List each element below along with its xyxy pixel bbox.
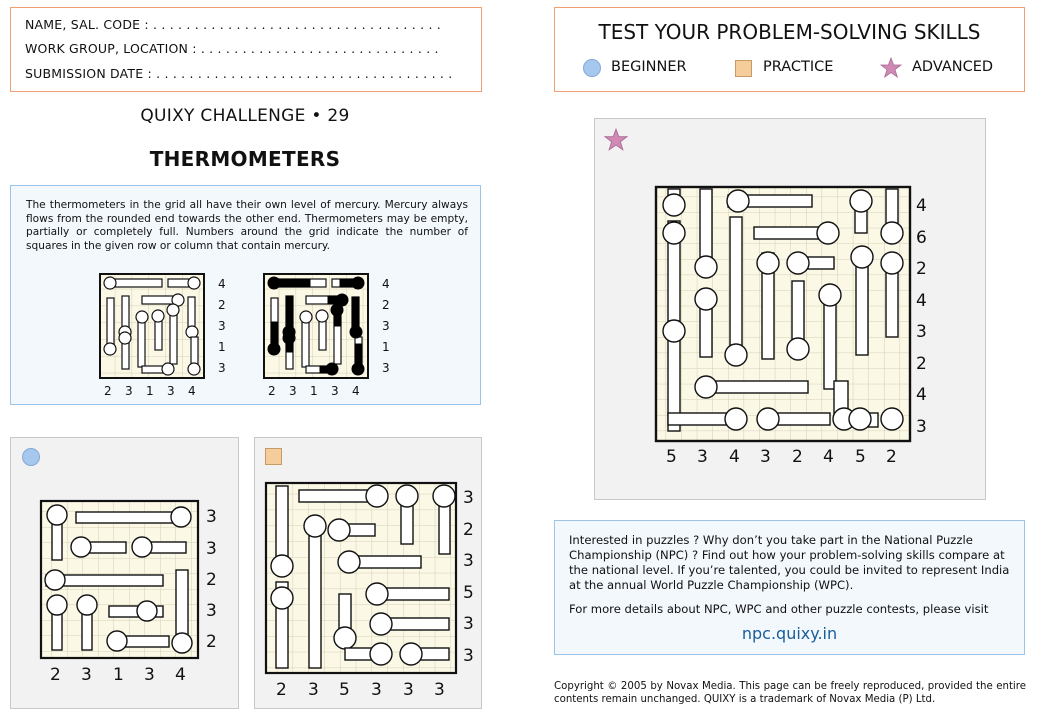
example-grid-unsolved — [98, 272, 248, 400]
advanced-col-clue: 3 — [760, 447, 771, 467]
beginner-col-clue: 3 — [144, 665, 155, 685]
solved-row-clue: 3 — [382, 319, 390, 333]
example-col-clue: 3 — [125, 384, 133, 398]
solved-row-clue: 1 — [382, 340, 390, 354]
advanced-legend-label: ADVANCED — [912, 59, 994, 75]
example-col-clue: 4 — [188, 384, 196, 398]
challenge-title: QUIXY CHALLENGE • 29 — [140, 106, 350, 126]
example-grid-solved — [262, 272, 412, 400]
advanced-row-clue: 2 — [916, 354, 927, 374]
practice-col-clue: 3 — [434, 680, 445, 700]
beginner-row-clue: 2 — [206, 570, 217, 590]
practice-row-clue: 3 — [463, 551, 474, 571]
beginner-row-clue: 3 — [206, 539, 217, 559]
beginner-col-clue: 2 — [50, 665, 61, 685]
advanced-puzzle-panel — [594, 118, 986, 500]
beginner-col-clue: 1 — [113, 665, 124, 685]
solved-col-clue: 2 — [268, 384, 276, 398]
npc-link[interactable]: npc.quixy.in — [741, 624, 838, 643]
practice-row-clue: 2 — [463, 520, 474, 540]
practice-row-clue: 3 — [463, 614, 474, 634]
solved-col-clue: 4 — [352, 384, 360, 398]
advanced-row-clue: 3 — [916, 417, 927, 437]
beginner-row-clue: 3 — [206, 507, 217, 527]
example-row-clue: 3 — [218, 361, 226, 375]
skills-legend — [554, 7, 1025, 92]
practice-puzzle-panel — [254, 437, 482, 709]
name-field[interactable]: NAME, SAL. CODE : . . . . . . . . . . . . . . . . . . . . . . . . . . . . . . . . . . . — [25, 17, 441, 32]
solved-row-clue: 2 — [382, 298, 390, 312]
advanced-row-clue: 4 — [916, 196, 927, 216]
skills-title: TEST YOUR PROBLEM-SOLVING SKILLS — [598, 20, 981, 44]
example-row-clue: 3 — [218, 319, 226, 333]
instructions-box — [10, 185, 481, 405]
practice-grid — [261, 478, 479, 703]
example-col-clue: 3 — [167, 384, 175, 398]
npc-description: Interested in puzzles ? Why don’t you take part in the National Puzzle Championship (NPC) ? Find out how your problem-solving skills compare at the national level. If you’re talented, you could be invited to represent India at the annual World Puzzle Championship (WPC). — [569, 533, 1010, 592]
advanced-col-clue: 4 — [729, 447, 740, 467]
advanced-row-clue: 2 — [916, 259, 927, 279]
solved-col-clue: 3 — [331, 384, 339, 398]
solved-col-clue: 1 — [310, 384, 318, 398]
practice-col-clue: 5 — [339, 680, 350, 700]
submission-date-field[interactable]: SUBMISSION DATE : . . . . . . . . . . . . . . . . . . . . . . . . . . . . . . . . . . . . — [25, 66, 453, 81]
practice-legend-label: PRACTICE — [763, 59, 834, 75]
advanced-row-clue: 4 — [916, 291, 927, 311]
example-col-clue: 1 — [146, 384, 154, 398]
example-row-clue: 2 — [218, 298, 226, 312]
beginner-col-clue: 3 — [81, 665, 92, 685]
submission-form — [10, 7, 482, 92]
example-row-clue: 4 — [218, 277, 226, 291]
advanced-legend-star-icon — [880, 57, 902, 79]
beginner-row-clue: 2 — [206, 632, 217, 652]
advanced-row-clue: 3 — [916, 322, 927, 342]
copyright-notice: Copyright © 2005 by Novax Media. This page can be freely reproduced, provided the entire contents remain unchanged. QUIXY is a trademark of Novax Media (P) Ltd. — [554, 681, 1026, 705]
npc-more-details: For more details about NPC, WPC and other puzzle contests, please visit — [569, 602, 989, 616]
practice-row-clue: 5 — [463, 583, 474, 603]
advanced-col-clue: 5 — [855, 447, 866, 467]
work-group-field[interactable]: WORK GROUP, LOCATION : . . . . . . . . . . . . . . . . . . . . . . . . . . . . . — [25, 41, 439, 56]
solved-row-clue: 4 — [382, 277, 390, 291]
solved-col-clue: 3 — [289, 384, 297, 398]
beginner-row-clue: 3 — [206, 601, 217, 621]
practice-col-clue: 3 — [308, 680, 319, 700]
practice-col-clue: 3 — [371, 680, 382, 700]
beginner-grid — [36, 496, 236, 691]
puzzle-title: THERMOMETERS — [149, 147, 341, 171]
solved-row-clue: 3 — [382, 361, 390, 375]
practice-square-icon — [265, 448, 282, 465]
advanced-col-clue: 2 — [886, 447, 897, 467]
practice-row-clue: 3 — [463, 646, 474, 666]
practice-col-clue: 3 — [403, 680, 414, 700]
practice-col-clue: 2 — [276, 680, 287, 700]
advanced-col-clue: 3 — [697, 447, 708, 467]
advanced-row-clue: 4 — [916, 385, 927, 405]
npc-info-box — [554, 520, 1025, 655]
advanced-col-clue: 5 — [666, 447, 677, 467]
example-row-clue: 1 — [218, 340, 226, 354]
practice-legend-square-icon — [735, 60, 752, 77]
beginner-col-clue: 4 — [175, 665, 186, 685]
instructions-text: The thermometers in the grid all have their own level of mercury. Mercury always flows from the rounded end towards the other end. Thermometers may be empty, partially or completely full. Numbers around the grid indicate the number of squares in the given row or column that contain mercury. — [26, 199, 468, 252]
advanced-row-clue: 6 — [916, 228, 927, 248]
beginner-circle-icon — [22, 448, 40, 466]
advanced-col-clue: 4 — [823, 447, 834, 467]
example-col-clue: 2 — [104, 384, 112, 398]
beginner-puzzle-panel — [10, 437, 239, 709]
practice-row-clue: 3 — [463, 488, 474, 508]
advanced-col-clue: 2 — [792, 447, 803, 467]
advanced-star-icon — [604, 128, 628, 152]
beginner-legend-label: BEGINNER — [611, 59, 687, 75]
advanced-grid — [650, 181, 950, 471]
beginner-legend-circle-icon — [583, 59, 601, 77]
